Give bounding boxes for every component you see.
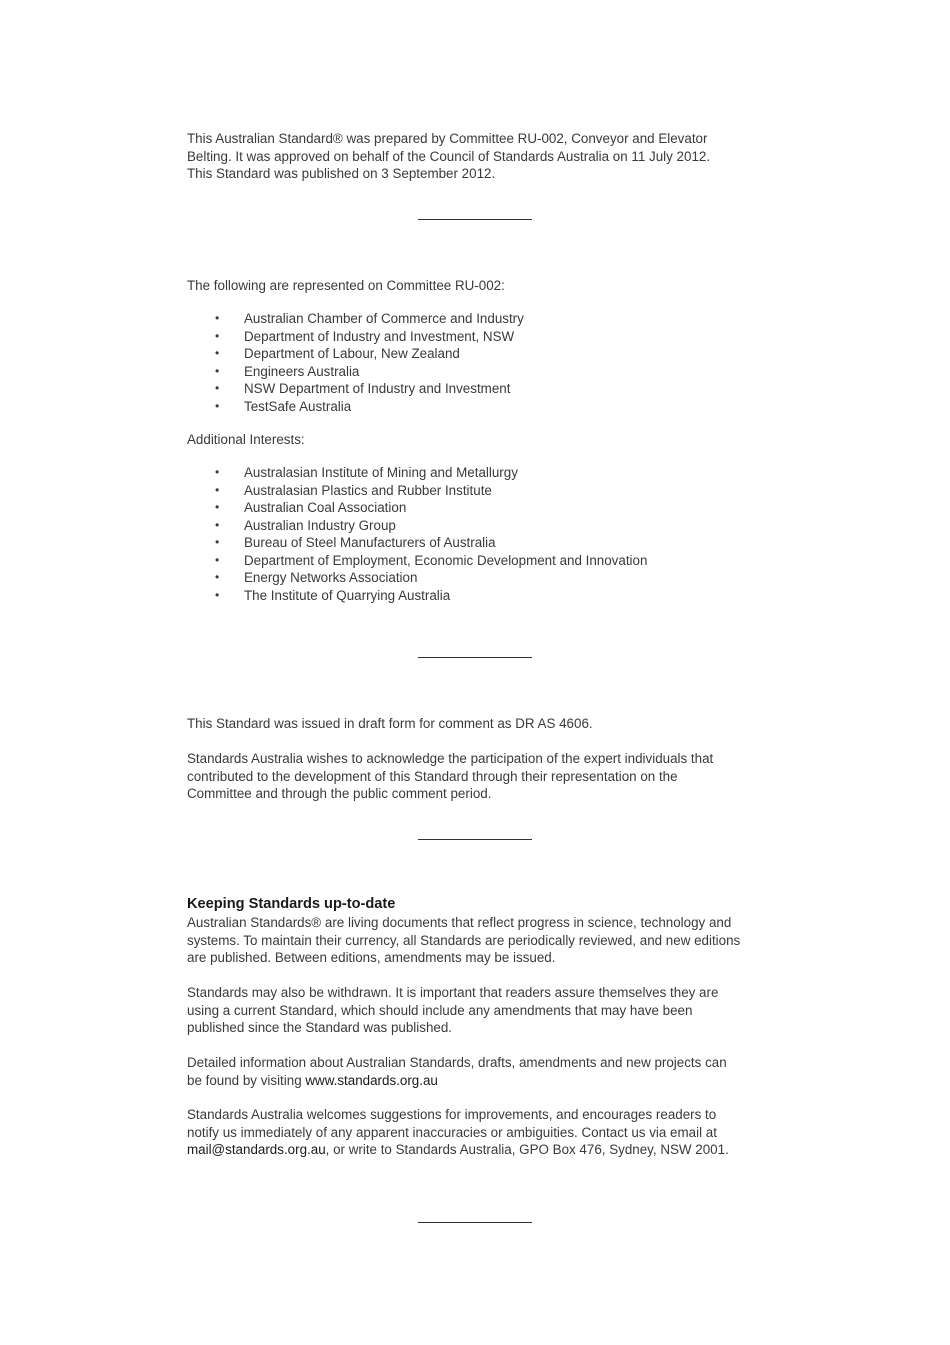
bullet-icon: • bbox=[215, 311, 220, 325]
draft-notice: This Standard was issued in draft form for comment as DR AS 4606. bbox=[187, 716, 593, 731]
paragraph-line: Standards may also be withdrawn. It is important that readers assure themselves they are bbox=[187, 985, 719, 1000]
interest-name: Australasian Institute of Mining and Metallurgy bbox=[244, 465, 518, 480]
bullet-icon: • bbox=[215, 465, 220, 479]
list-item bbox=[187, 482, 647, 500]
interest-name: The Institute of Quarrying Australia bbox=[244, 587, 451, 603]
paragraph-line: Standards Australia welcomes suggestions for improvements, and encourages readers to bbox=[187, 1107, 717, 1122]
member-name: TestSafe Australia bbox=[244, 398, 352, 414]
member-name: Department of Industry and Investment, NSW bbox=[244, 328, 515, 344]
bullet-icon: • bbox=[215, 398, 220, 413]
section-divider bbox=[418, 1222, 532, 1223]
section-divider bbox=[418, 839, 532, 840]
list-item bbox=[187, 398, 524, 416]
bullet-icon: • bbox=[215, 346, 220, 360]
paragraph-line: using a current Standard, which should include any amendments that may have been bbox=[187, 1002, 693, 1018]
list-item bbox=[187, 552, 647, 570]
list-item bbox=[187, 534, 647, 552]
bullet-icon: • bbox=[215, 482, 220, 497]
list-item bbox=[187, 499, 647, 517]
member-name: Department of Labour, New Zealand bbox=[244, 346, 460, 361]
suggestions-paragraph bbox=[187, 1106, 767, 1159]
interest-name: Department of Employment, Economic Development and Innovation bbox=[244, 552, 648, 568]
committee-intro: The following are represented on Committee RU-002: bbox=[187, 278, 505, 293]
section-heading: Keeping Standards up-to-date bbox=[187, 896, 396, 912]
interest-name: Australasian Plastics and Rubber Institute bbox=[244, 482, 492, 498]
list-item bbox=[187, 587, 647, 605]
approval-line: This Australian Standard® was prepared by Committee RU-002, Conveyor and Elevator bbox=[187, 131, 708, 146]
bullet-icon: • bbox=[215, 570, 220, 584]
paragraph-text: be found by visiting bbox=[187, 1072, 306, 1088]
information-paragraph bbox=[187, 1054, 767, 1089]
living-documents-paragraph bbox=[187, 914, 767, 967]
additional-interests-label: Additional Interests: bbox=[187, 432, 305, 447]
paragraph-line: notify us immediately of any apparent inaccuracies or ambiguities. Contact us via email at bbox=[187, 1124, 717, 1140]
bullet-icon: • bbox=[215, 363, 220, 378]
member-name: Australian Chamber of Commerce and Industry bbox=[244, 311, 524, 326]
member-name: NSW Department of Industry and Investment bbox=[244, 381, 511, 396]
bullet-icon: • bbox=[215, 552, 220, 567]
bullet-icon: • bbox=[215, 587, 220, 602]
interest-name: Australian Coal Association bbox=[244, 500, 407, 515]
approval-paragraph bbox=[187, 130, 767, 183]
bullet-icon: • bbox=[215, 535, 220, 549]
interest-name: Australian Industry Group bbox=[244, 517, 396, 533]
withdrawal-paragraph bbox=[187, 984, 767, 1037]
paragraph-line bbox=[187, 1141, 767, 1159]
paragraph-line: Detailed information about Australian Standards, drafts, amendments and new projects can bbox=[187, 1055, 727, 1070]
list-item bbox=[187, 328, 524, 346]
list-item bbox=[187, 345, 524, 363]
acknowledgement-line: contributed to the development of this Standard through their representation on the bbox=[187, 768, 678, 784]
member-name: Engineers Australia bbox=[244, 363, 360, 379]
approval-line: Belting. It was approved on behalf of the Council of Standards Australia on 11 July 2012. bbox=[187, 148, 711, 164]
list-item bbox=[187, 363, 524, 381]
committee-member-list bbox=[187, 310, 524, 415]
bullet-icon: • bbox=[215, 517, 220, 532]
section-divider bbox=[418, 657, 532, 658]
list-item bbox=[187, 464, 647, 482]
section-divider bbox=[418, 219, 532, 220]
website-link[interactable]: www.standards.org.au bbox=[305, 1072, 438, 1088]
bullet-icon: • bbox=[215, 381, 220, 395]
acknowledgement-line: Committee and through the public comment period. bbox=[187, 786, 492, 801]
interest-name: Energy Networks Association bbox=[244, 570, 418, 585]
bullet-icon: • bbox=[215, 328, 220, 343]
paragraph-line bbox=[187, 1072, 767, 1090]
approval-line: This Standard was published on 3 September 2012. bbox=[187, 166, 496, 181]
bullet-icon: • bbox=[215, 500, 220, 514]
email-link[interactable]: mail@standards.org.au bbox=[187, 1142, 326, 1157]
list-item bbox=[187, 569, 647, 587]
paragraph-text: , or write to Standards Australia, GPO Box 476, Sydney, NSW 2001. bbox=[325, 1142, 729, 1157]
paragraph-line: Australian Standards® are living documents that reflect progress in science, technology and bbox=[187, 915, 732, 930]
list-item bbox=[187, 517, 647, 535]
list-item bbox=[187, 380, 524, 398]
paragraph-line: published since the Standard was published. bbox=[187, 1020, 453, 1035]
list-item bbox=[187, 310, 524, 328]
acknowledgement-paragraph bbox=[187, 750, 767, 803]
interest-name: Bureau of Steel Manufacturers of Australia bbox=[244, 535, 496, 550]
additional-interests-list bbox=[187, 464, 647, 604]
paragraph-line: are published. Between editions, amendments may be issued. bbox=[187, 950, 556, 965]
acknowledgement-line: Standards Australia wishes to acknowledge the participation of the expert individuals that bbox=[187, 751, 714, 766]
paragraph-line: systems. To maintain their currency, all Standards are periodically reviewed, and new editions bbox=[187, 932, 741, 948]
